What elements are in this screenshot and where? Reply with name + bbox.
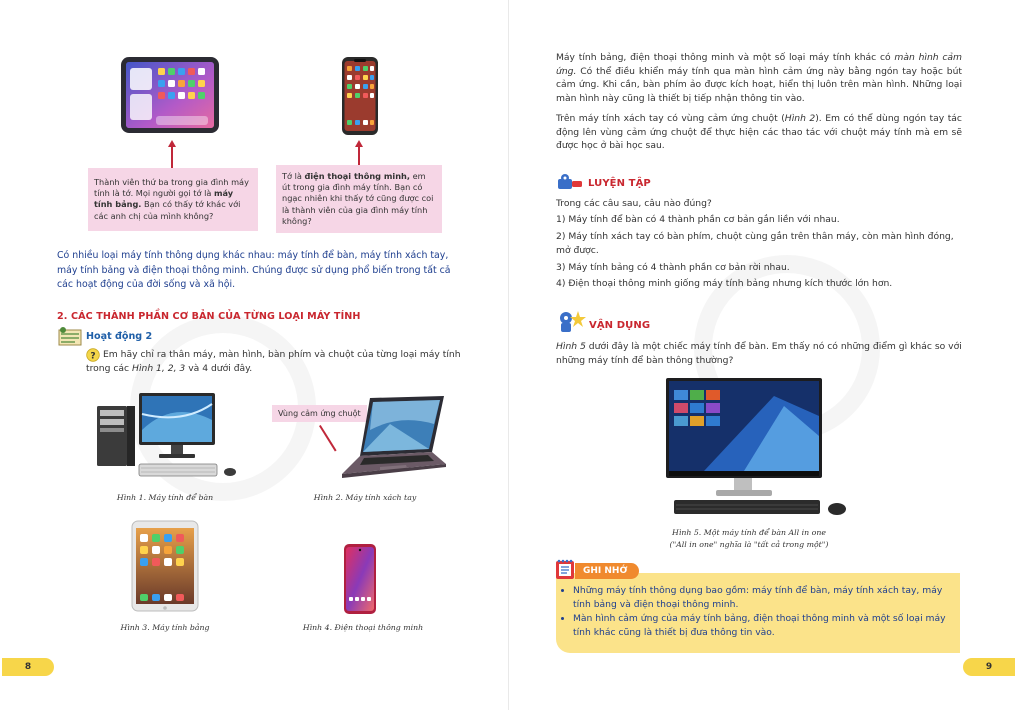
apply-text-em: Hình 5 (556, 341, 586, 352)
figure5-caption-line2: ("All in one" nghĩa là "tất cả trong một") (669, 540, 829, 549)
laptop-illustration (330, 394, 448, 482)
practice-heading: LUYỆN TẬP (588, 178, 651, 189)
paragraph-text: Máy tính bảng, điện thoại thông minh và một số loại máy tính khác có (556, 52, 895, 63)
page-right (509, 0, 1017, 710)
figure3-caption: Hình 3. Máy tính bảng (120, 623, 210, 632)
intro-paragraph: Có nhiều loại máy tính thông dụng khác nhau: máy tính để bàn, máy tính xách tay, máy tính bảng và điện thoại thông minh. Chúng được sử dụng phổ biến trong tất cả các hoạt động của đời sống và xã hội. (57, 250, 451, 290)
activity-title: Hoạt động 2 (86, 331, 153, 342)
practice-item-4: 4) Điện thoại thông minh giống máy tính bảng nhưng kích thước lớn hơn. (556, 278, 893, 289)
practice-icon (556, 173, 584, 193)
figure1-caption: Hình 1. Máy tính để bàn (116, 493, 214, 502)
memo-list (559, 584, 951, 640)
apply-icon (556, 309, 586, 333)
practice-item-2: 2) Máy tính xách tay có bàn phím, chuột cùng gắn trên thân máy, còn màn hình đóng, mở được. (556, 231, 954, 256)
arrow-line (171, 146, 173, 168)
section-heading: 2. CÁC THÀNH PHẦN CƠ BẢN CỦA TỪNG LOẠI MÁY TÍNH (57, 311, 361, 322)
callout-bold: máy tính bảng. (94, 188, 234, 210)
callout-text: Thành viên thứ ba trong gia đình máy tính là tớ. Mọi người gọi tớ là (94, 177, 249, 199)
apply-heading: VẬN DỤNG (589, 320, 651, 331)
callout-bold: điện thoại thông minh, (304, 171, 410, 181)
apply-text-part: dưới đây là một chiếc máy tính để bàn. Em thấy nó có những điểm gì khác so với những máy tính để bàn thông thường? (556, 341, 962, 366)
callout-text: Bạn có thấy tớ khác với các anh chị của mình không? (94, 199, 241, 221)
paragraph-em: màn hình cảm ứng. (556, 52, 962, 77)
tablet-illustration (120, 56, 220, 134)
practice-item-1: 1) Máy tính để bàn có 4 thành phần cơ bản gắn liền với nhau. (556, 214, 840, 225)
figure2-caption: Hình 2. Máy tính xách tay (313, 493, 417, 502)
memo-item: • Màn hình cảm ứng của máy tính bảng, điện thoại thông minh và một số loại máy tính khác cũng là thiết bị đưa thông tin vào. (573, 612, 951, 640)
page-number-right: 9 (963, 658, 1015, 676)
touchscreen-paragraph (556, 51, 962, 105)
page-left (0, 0, 508, 710)
paragraph-text: ). Em có thể dùng ngón tay tác động lên vùng cảm ứng chuột để thực hiện các thao tác với chuột máy tính mà em sẽ được học ở bài học sau. (556, 113, 962, 152)
paragraph-em: Hình 2 (784, 113, 816, 124)
notebook-icon (553, 558, 577, 582)
touchpad-paragraph (556, 112, 962, 153)
activity-text-part: Em hãy chỉ ra thân máy, màn hình, bàn phím và chuột của từng loại máy tính trong các (86, 349, 461, 374)
practice-item-3: 3) Máy tính bảng có 4 thành phần cơ bản rời nhau. (556, 262, 790, 273)
activity-text-part: và 4 dưới đây. (185, 362, 253, 374)
callout-text: Tớ là (282, 171, 305, 181)
tablet-portrait-illustration (131, 520, 199, 612)
callout-text: em út trong gia đình máy tính. Bạn có ngạc nhiên khi thấy tớ cũng được coi là thành viên của gia đình máy tính không? (282, 171, 434, 226)
page-number-left: 8 (2, 658, 54, 676)
memo-item: • Những máy tính thông dụng bao gồm: máy tính để bàn, máy tính xách tay, máy tính bảng và điện thoại thông minh. (573, 584, 951, 612)
desktop-pc-illustration (93, 390, 243, 482)
activity-text (86, 348, 466, 375)
activity-text-em: Hình 1, 2, 3 (132, 362, 186, 374)
practice-question: Trong các câu sau, câu nào đúng? (556, 198, 712, 209)
smartphone-portrait-illustration (343, 543, 377, 615)
phone-callout (276, 165, 442, 233)
memo-content (559, 584, 951, 640)
tablet-callout (88, 168, 258, 231)
all-in-one-pc-illustration (664, 376, 864, 521)
memo-heading: GHI NHỚ (575, 563, 639, 579)
paragraph-text: Có thể điều khiển máy tính qua màn hình cảm ứng này bằng ngón tay hoặc bút cảm ứng. Khi cần, bàn phím ảo được kích hoạt, hiển thị luôn trên màn hình. Những loại màn hình này cũng là thiết bị tiếp nhận thông tin vào. (556, 65, 962, 104)
smartphone-illustration (341, 56, 379, 136)
paragraph-text: Trên máy tính xách tay có vùng cảm ứng chuột ( (556, 113, 785, 124)
figure5-caption-line1: Hình 5. Một máy tính để bàn All in one (672, 528, 826, 537)
apply-text (556, 340, 962, 367)
activity-icon (57, 326, 83, 348)
figure4-caption: Hình 4. Điện thoại thông minh (302, 623, 424, 632)
svg-text:?: ? (90, 351, 96, 362)
touchpad-label: Vùng cảm ứng chuột (272, 405, 367, 422)
